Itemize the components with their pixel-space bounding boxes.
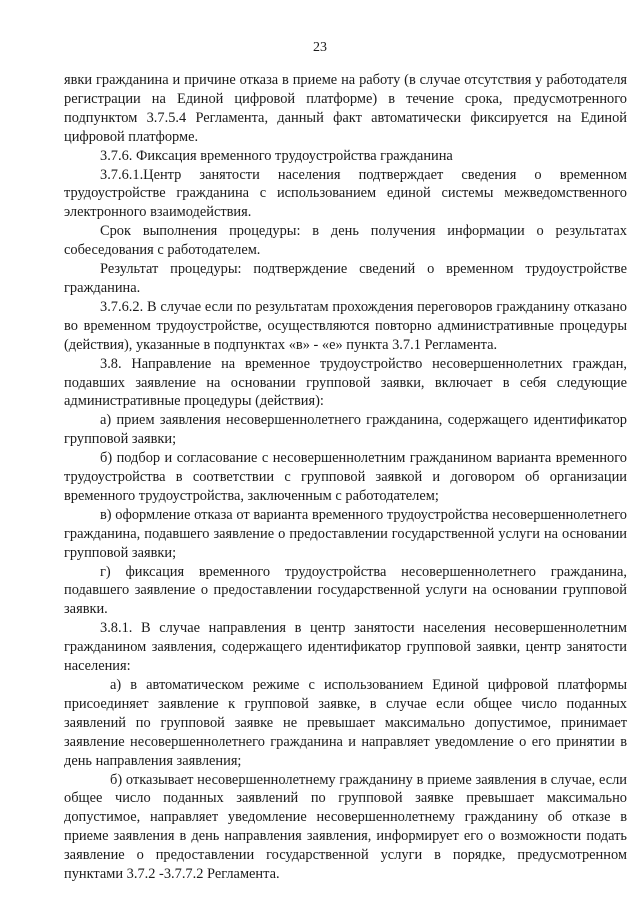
list-item-3-8-1-b: б) отказывает несовершеннолетнему гражданину в приеме заявления в случае, если общее число поданных заявлений по групповой заявке превышает максимально допустимое, направляет уведомление несовершеннолетнему гражданину об отказе в приеме заявления в день направления заявления, информирует его о возможности подать заявление о предоставлении государственной услуги в порядке, предусмотренном пунктами 3.7.2 -3.7.7.2 Регламента. bbox=[64, 771, 627, 883]
list-item-3-8-g: г) фиксация временного трудоустройства несовершеннолетнего гражданина, подавшего заявление о предоставлении государственной услуги на основании групповой заявки. bbox=[64, 563, 627, 618]
document-body bbox=[64, 71, 627, 884]
list-item-3-8-1-a: а) в автоматическом режиме с использованием Единой цифровой платформы присоединяет заявление к групповой заявке, в случае если общее число поданных заявлений по групповой заявке не превышает максимально допустимое, принимает заявление несовершеннолетнего гражданина и направляет уведомление о его принятии в день направления заявления; bbox=[64, 677, 627, 769]
paragraph-procedure-deadline: Срок выполнения процедуры: в день получения информации о результатах собеседования с работодателем. bbox=[64, 223, 627, 259]
list-item-3-8-v: в) оформление отказа от варианта временного трудоустройства несовершеннолетнего гражданина, подавшего заявление о предоставлении государственной услуги на основании групповой заявки; bbox=[64, 506, 627, 561]
paragraph-3-8-1: 3.8.1. В случае направления в центр занятости населения несовершеннолетним гражданином заявления, содержащего идентификатор групповой заявки, центр занятости населения: bbox=[64, 620, 627, 675]
list-item-3-8-b: б) подбор и согласование с несовершеннолетним гражданином варианта временного трудоустройства в соответствии с групповой заявкой и договором об организации временного трудоустройства, заключенным с работодателем; bbox=[64, 450, 627, 504]
paragraph-3-7-6-2: 3.7.6.2. В случае если по результатам прохождения переговоров гражданину отказано во временном трудоустройстве, осуществляются повторно административные процедуры (действия), указанные в подпунктах «в» - «е» пункта 3.7.1 Регламента. bbox=[64, 298, 627, 353]
list-item-3-8-a: а) прием заявления несовершеннолетнего гражданина, содержащего идентификатор групповой заявки; bbox=[64, 412, 627, 448]
paragraph-3-7-6-1: 3.7.6.1.Центр занятости населения подтверждает сведения о временном трудоустройстве гражданина с использованием единой системы межведомственного электронного взаимодействия. bbox=[64, 166, 627, 221]
paragraph-heading-3-7-6: 3.7.6. Фиксация временного трудоустройства гражданина bbox=[100, 147, 453, 164]
paragraph-continuation: явки гражданина и причине отказа в приеме на работу (в случае отсутствия у работодателя регистрации на Единой цифровой платформе) в течение срока, предусмотренного подпунктом 3.7.5.4 Регламента, данный факт автоматически фиксируется на Единой цифровой платформе. bbox=[64, 72, 627, 145]
paragraph-3-8: 3.8. Направление на временное трудоустройство несовершеннолетних граждан, подавших заявление на основании групповой заявки, включает в себя следующие административные процедуры (действия): bbox=[64, 355, 627, 410]
page-number: 23 bbox=[313, 40, 327, 55]
paragraph-procedure-result: Результат процедуры: подтверждение сведений о временном трудоустройстве гражданина. bbox=[64, 261, 627, 296]
